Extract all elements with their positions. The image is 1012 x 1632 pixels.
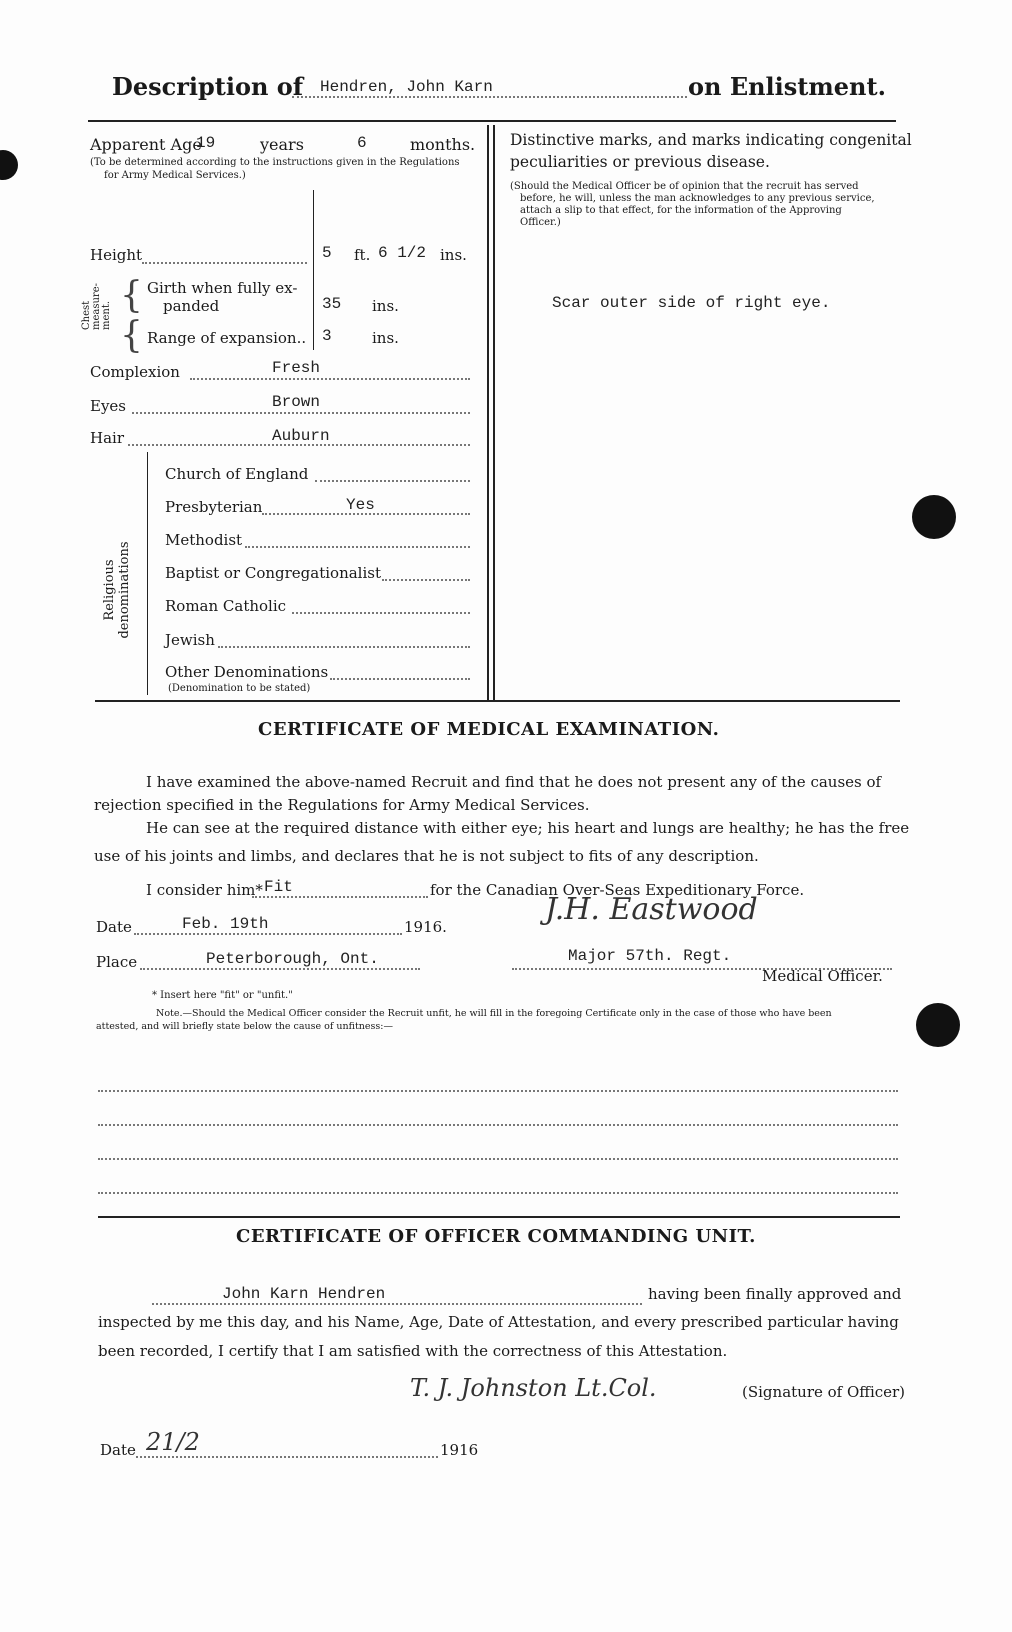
- commanding-paragraph: been recorded, I certify that I am satisfied with the correctness of this Attestation.: [98, 1342, 728, 1360]
- officer-rank: Major 57th. Regt.: [568, 947, 732, 965]
- medical-paragraph: I have examined the above-named Recruit and find that he does not present any of the causes of: [146, 773, 882, 791]
- exam-year: 1916.: [404, 918, 447, 936]
- ft-label: ft.: [354, 246, 371, 264]
- months-label: months.: [410, 135, 476, 154]
- date-label: Date: [96, 918, 132, 936]
- commanding-year: 1916: [440, 1441, 479, 1459]
- marks-note: (Should the Medical Officer be of opinion that the recruit has served: [510, 181, 859, 192]
- religion-baptist: Baptist or Congregationalist: [165, 564, 381, 582]
- distinctive-marks: Scar outer side of right eye.: [552, 294, 831, 312]
- eyes-value: Brown: [272, 393, 321, 411]
- age-years: 19: [196, 134, 216, 152]
- height-in: 6 1/2: [378, 244, 427, 262]
- religion-other: Other Denominations: [165, 663, 329, 681]
- other-note: (Denomination to be stated): [168, 683, 311, 694]
- title-prefix: Description of: [112, 72, 304, 101]
- title-suffix: on Enlistment.: [688, 72, 886, 101]
- ins-label: ins.: [440, 246, 467, 264]
- punch-hole: [912, 495, 956, 539]
- force-label: for the Canadian Over-Seas Expeditionary Force.: [430, 881, 805, 899]
- girth-label: Girth when fully ex-: [147, 279, 298, 297]
- exam-place: Peterborough, Ont.: [206, 950, 379, 968]
- marks-note: attach a slip to that effect, for the information of the Approving: [520, 205, 842, 216]
- commanding-date-label: Date: [100, 1441, 136, 1459]
- punch-hole: [916, 1003, 960, 1047]
- medical-heading: CERTIFICATE OF MEDICAL EXAMINATION.: [258, 719, 720, 740]
- commanding-heading: CERTIFICATE OF OFFICER COMMANDING UNIT.: [236, 1226, 756, 1247]
- commanding-paragraph: inspected by me this day, and his Name, Age, Date of Attestation, and every prescribed particular having: [98, 1313, 899, 1331]
- girth-unit: ins.: [372, 297, 399, 315]
- recruit-name: Hendren, John Karn: [320, 78, 493, 96]
- height-ft: 5: [322, 244, 332, 262]
- girth-value: 35: [322, 295, 342, 313]
- approved-recruit-name: John Karn Hendren: [222, 1285, 386, 1303]
- complexion-label: Complexion: [90, 363, 180, 381]
- unfit-note: Note.—Should the Medical Officer consider the Recruit unfit, he will fill in the foregoing Certificate only in the case of those who have been: [156, 1008, 832, 1019]
- unfit-note: attested, and will briefly state below the cause of unfitness:—: [96, 1021, 393, 1032]
- marks-note: before, he will, unless the man acknowledges to any previous service,: [520, 193, 875, 204]
- eyes-label: Eyes: [90, 397, 126, 415]
- signature-label: (Signature of Officer): [742, 1383, 906, 1401]
- commanding-date: 21/2: [146, 1428, 200, 1456]
- age-months: 6: [357, 134, 367, 152]
- medical-officer-label: Medical Officer.: [762, 967, 883, 985]
- age-note: for Army Medical Services.): [104, 170, 246, 181]
- insert-note: * Insert here "fit" or "unfit.": [152, 990, 293, 1001]
- religion-methodist: Methodist: [165, 531, 243, 549]
- hair-value: Auburn: [272, 427, 330, 445]
- marks-heading: Distinctive marks, and marks indicating congenital: [510, 131, 912, 149]
- religion-church-of-england: Church of England: [165, 465, 309, 483]
- religion-label: Religious denominations: [102, 541, 132, 639]
- medical-paragraph: rejection specified in the Regulations for Army Medical Services.: [94, 796, 590, 814]
- range-value: 3: [322, 327, 332, 345]
- range-label: Range of expansion..: [147, 329, 307, 347]
- exam-date: Feb. 19th: [182, 915, 269, 933]
- medical-officer-signature: J.H. Eastwood: [545, 892, 758, 927]
- chest-label: Chest measure-ment.: [81, 282, 112, 330]
- girth-label: panded: [163, 297, 220, 315]
- commanding-paragraph: having been finally approved and: [648, 1285, 902, 1303]
- hair-label: Hair: [90, 429, 124, 447]
- presbyterian-value: Yes: [346, 496, 375, 514]
- attestation-page: Description of Hendren, John Karn on Enlistment. Apparent Age 19 years 6 months. (To be determined according to the instructions given in the Regulations for Army Medical Services.) Height 5 ft. 6 1/2 ins. Chest measure-ment. { { Girth when fully ex- panded 35 ins. Range of expansion.. 3 ins. Complexion Fresh Eyes Brown Hair Auburn Religious denominations Church of England Presbyterian Yes Methodist Baptist or Congregationalist Roman Catholic Jewish Other Denominations (Denomination to be stated) Distinctive marks, and marks indicating congenital peculiarities or previous disease. (Should the Medical Officer be of opinion that the recruit has served before, he will, unless the man acknowledges to any previous service, attach a slip to that effect, for the information of the Approving Officer.) Scar outer side of right eye. CERTIFICATE OF MEDICAL EXAMINATION. I have examined the above-named Recruit and find that he does not present any of the causes of rejection specified in the Regulations for Army Medical Services. He can see at the required distance with either eye; his heart and lungs are healthy; he has the free use of his joints and limbs, and declares that he is not subject to fits of any description. I consider him* Fit for the Canadian Over-Seas Expeditionary Force. Date Feb. 19th 1916. J.H. Eastwood Place Peterborough, Ont. Major 57th. Regt. Medical Officer. * Insert here "fit" or "unfit." Note.—Should the Medical Officer consider the Recruit unfit, he will fill in the foregoing Certificate only in the case of those who have been attested, and will briefly state below the cause of unfitness:— CERTIFICATE OF OFFICER COMMANDING UNIT. John Karn Hendren having been finally approved and inspected by me this day, and his Name, Age, Date of Attestation, and every prescribed particular having been recorded, I certify that I am satisfied with the correctness of this Attestation. T. J. Johnston Lt.Col. (Signature of Officer) Date 21/2 1916: [0, 0, 1012, 1632]
- age-note: (To be determined according to the instructions given in the Regulations: [90, 157, 460, 168]
- marks-note: Officer.): [520, 217, 561, 228]
- consider-label: I consider him*: [146, 881, 263, 899]
- commanding-officer-signature: T. J. Johnston Lt.Col.: [410, 1374, 657, 1402]
- religion-presbyterian: Presbyterian: [165, 498, 263, 516]
- religion-roman-catholic: Roman Catholic: [165, 597, 287, 615]
- fit-value: Fit: [264, 878, 293, 896]
- height-label: Height: [90, 246, 143, 264]
- religion-jewish: Jewish: [165, 631, 215, 649]
- punch-hole: [0, 150, 18, 180]
- years-label: years: [260, 135, 304, 154]
- age-label: Apparent Age: [90, 135, 202, 154]
- medical-paragraph: He can see at the required distance with either eye; his heart and lungs are healthy; he has the free: [146, 819, 910, 837]
- marks-heading: peculiarities or previous disease.: [510, 153, 770, 171]
- place-label: Place: [96, 953, 138, 971]
- complexion-value: Fresh: [272, 359, 321, 377]
- range-unit: ins.: [372, 329, 399, 347]
- medical-paragraph: use of his joints and limbs, and declares that he is not subject to fits of any description.: [94, 847, 759, 865]
